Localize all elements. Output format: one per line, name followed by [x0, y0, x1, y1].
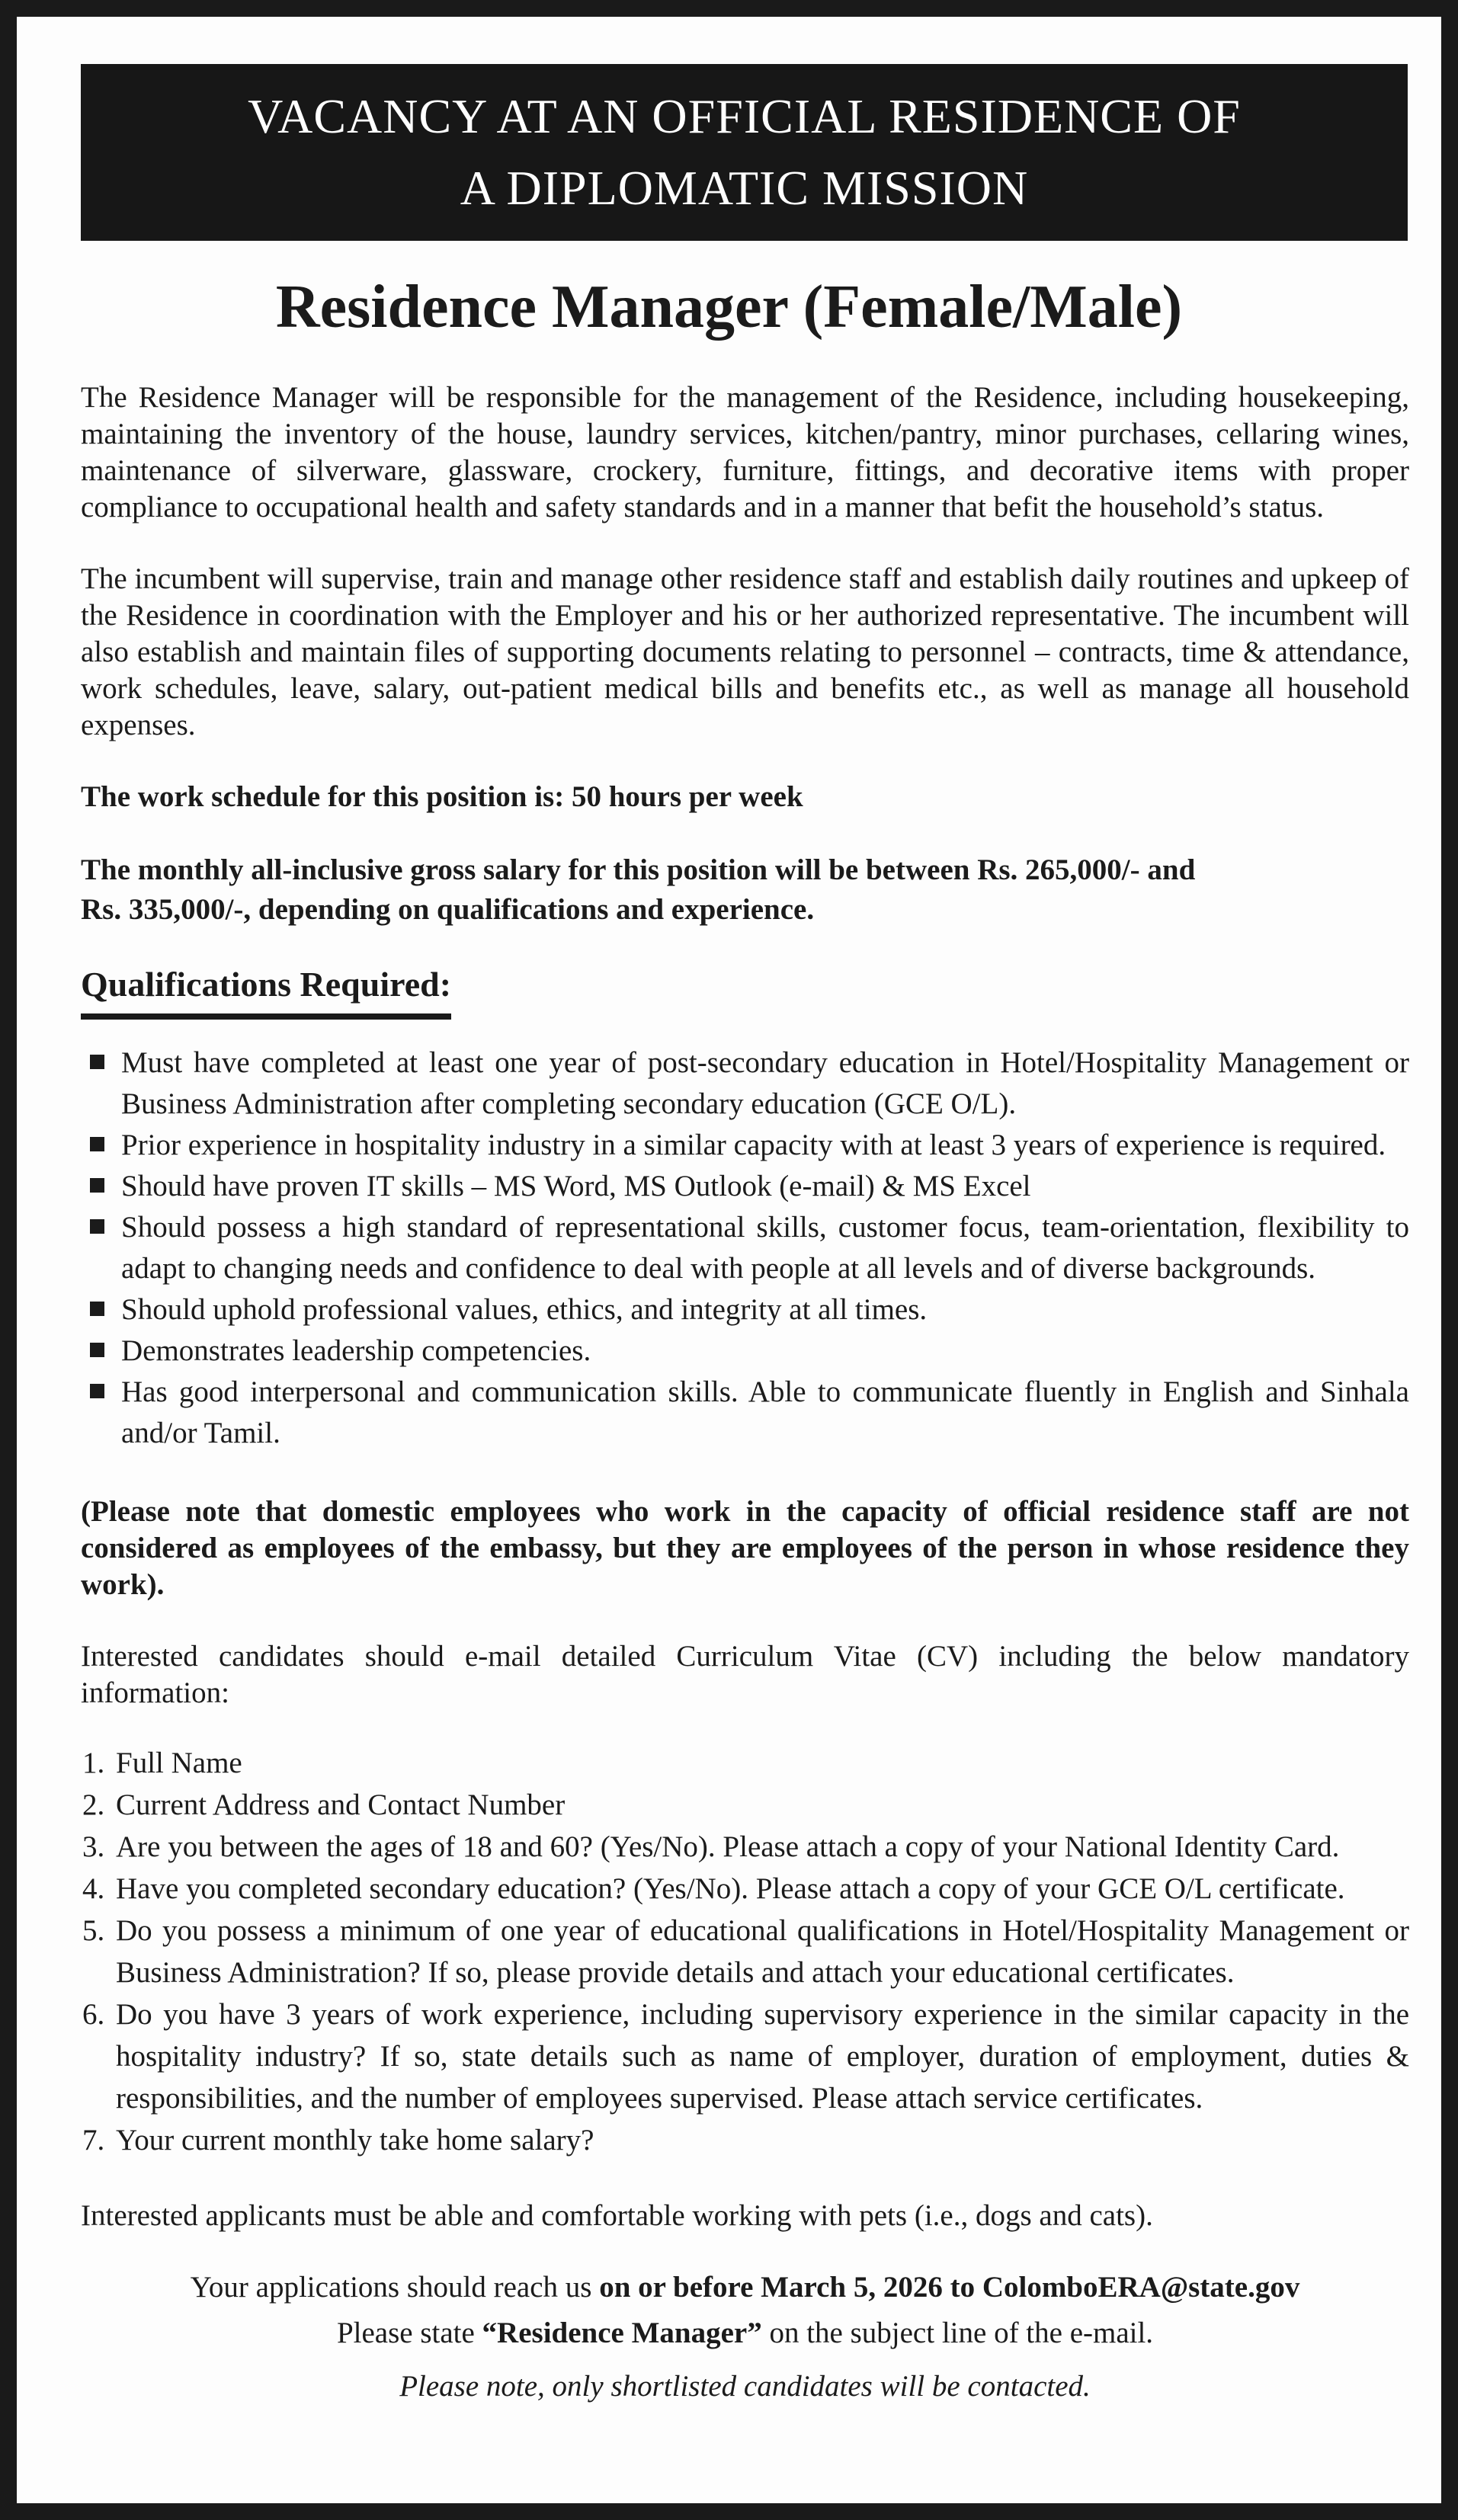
bullet-square-icon: [90, 1343, 104, 1357]
deadline-email: on or before March 5, 2026 to ColomboERA@state.gov: [599, 2271, 1300, 2304]
mandatory-info-text: Your current monthly take home salary?: [116, 2124, 594, 2157]
mandatory-info-text: Are you between the ages of 18 and 60? (Yes/No). Please attach a copy of your National Identity Card.: [116, 1830, 1340, 1863]
subject-line-instruction: [81, 2315, 1409, 2352]
subject-keyword: “Residence Manager”: [482, 2317, 762, 2349]
qualification-text: Should have proven IT skills – MS Word, MS Outlook (e-mail) & MS Excel: [121, 1170, 1031, 1202]
mandatory-info-item: [81, 1784, 1409, 1826]
domestic-employee-note: (Please note that domestic employees who work in the capacity of official residence staff are not considered as employees of the embassy, but they are employees of the person in whose residence they work).: [81, 1495, 1409, 1601]
list-number: 3.: [82, 1830, 105, 1863]
bullet-square-icon: [90, 1137, 104, 1151]
qualification-item: [81, 1372, 1409, 1454]
qualification-text: Demonstrates leadership competencies.: [121, 1334, 591, 1367]
list-number: 2.: [82, 1788, 105, 1821]
qualifications-heading: Qualifications Required:: [81, 965, 451, 1020]
mandatory-info-text: Full Name: [116, 1747, 242, 1779]
cv-instructions: Interested candidates should e-mail detailed Curriculum Vitae (CV) including the below mandatory information:: [81, 1640, 1409, 1709]
qualification-text: Should possess a high standard of representational skills, customer focus, team-orientation, flexibility to adapt to changing needs and confidence to deal with people at all levels and of diverse backgrounds.: [121, 1211, 1409, 1285]
qualification-item: [81, 1207, 1409, 1289]
mandatory-info-item: [81, 1993, 1409, 2119]
pets-requirement-line: Interested applicants must be able and comfortable working with pets (i.e., dogs and cats).: [81, 2199, 1153, 2232]
mandatory-info-text: Current Address and Contact Number: [116, 1788, 566, 1821]
list-number: 4.: [82, 1872, 105, 1905]
deadline-prefix: Your applications should reach us: [190, 2271, 600, 2304]
subject-prefix: Please state: [336, 2317, 482, 2349]
salary-line-2: Rs. 335,000/-, depending on qualifications and experience.: [81, 893, 815, 926]
list-number: 1.: [82, 1747, 105, 1779]
bullet-square-icon: [90, 1055, 104, 1069]
list-number: 6.: [82, 1998, 105, 2031]
list-number: 7.: [82, 2124, 105, 2157]
application-deadline-line: [81, 2269, 1409, 2306]
work-schedule-line: The work schedule for this position is: 50 hours per week: [81, 780, 803, 813]
qualification-text: Has good interpersonal and communication skills. Able to communicate fluently in English and Sinhala and/or Tamil.: [121, 1375, 1409, 1449]
mandatory-info-text: Do you possess a minimum of one year of educational qualifications in Hotel/Hospitality Management or Business Administration? If so, please provide details and attach your educational certificates.: [116, 1914, 1409, 1989]
list-number: 5.: [82, 1914, 105, 1947]
page-content: [17, 17, 1441, 2405]
subject-suffix: on the subject line of the e-mail.: [761, 2317, 1154, 2349]
mandatory-info-item: [81, 2119, 1409, 2161]
intro-paragraph-2: The incumbent will supervise, train and manage other residence staff and establish daily routines and upkeep of the Residence in coordination with the Employer and his or her authorized representative. The incumbent will also establish and maintain files of supporting documents relating to personnel – contracts, time & attendance, work schedules, leave, salary, out-patient medical bills and benefits etc., as well as manage all household expenses.: [81, 562, 1409, 741]
qualification-item: [81, 1289, 1409, 1330]
qualification-text: Prior experience in hospitality industry in a similar capacity with at least 3 years of experience is required.: [121, 1129, 1386, 1161]
qualification-item: [81, 1125, 1409, 1166]
shortlist-note: Please note, only shortlisted candidates will be contacted.: [399, 2370, 1091, 2403]
mandatory-info-item: [81, 1826, 1409, 1868]
qualification-item: [81, 1042, 1409, 1125]
mandatory-info-text: Do you have 3 years of work experience, including supervisory experience in the similar capacity in the hospitality industry? If so, state details such as name of employer, duration of employment, duties & responsibilities, and the number of employees supervised. Please attach service certificates.: [116, 1998, 1409, 2115]
qualifications-list: [81, 1042, 1409, 1454]
qualification-item: [81, 1166, 1409, 1207]
mandatory-info-item: [81, 1910, 1409, 1993]
vacancy-banner: [81, 64, 1408, 241]
intro-paragraph-1: The Residence Manager will be responsible for the management of the Residence, including housekeeping, maintaining the inventory of the house, laundry services, kitchen/pantry, minor purchases, cellaring wines, maintenance of silverware, glassware, crockery, furniture, fittings, and decorative items with proper compliance to occupational health and safety standards and in a manner that befit the household’s status.: [81, 381, 1409, 524]
mandatory-info-text: Have you completed secondary education? (Yes/No). Please attach a copy of your GCE O/L certificate.: [116, 1872, 1345, 1905]
mandatory-info-item: [81, 1742, 1409, 1784]
qualification-text: Must have completed at least one year of post-secondary education in Hotel/Hospitality Management or Business Administration after completing secondary education (GCE O/L).: [121, 1046, 1409, 1120]
mandatory-info-item: [81, 1868, 1409, 1910]
qualification-item: [81, 1330, 1409, 1372]
salary-line-1: The monthly all-inclusive gross salary for this position will be between Rs. 265,000/- and: [81, 853, 1196, 886]
bullet-square-icon: [90, 1384, 104, 1398]
mandatory-info-list: [81, 1742, 1409, 2161]
bullet-square-icon: [90, 1219, 104, 1234]
bullet-square-icon: [90, 1178, 104, 1193]
job-title: Residence Manager (Female/Male): [275, 274, 1183, 341]
qualification-text: Should uphold professional values, ethics, and integrity at all times.: [121, 1293, 928, 1326]
salary-paragraph: [81, 850, 1409, 930]
banner-line-1: VACANCY AT AN OFFICIAL RESIDENCE OF: [248, 89, 1241, 143]
bullet-square-icon: [90, 1302, 104, 1316]
banner-line-2: A DIPLOMATIC MISSION: [460, 161, 1029, 215]
